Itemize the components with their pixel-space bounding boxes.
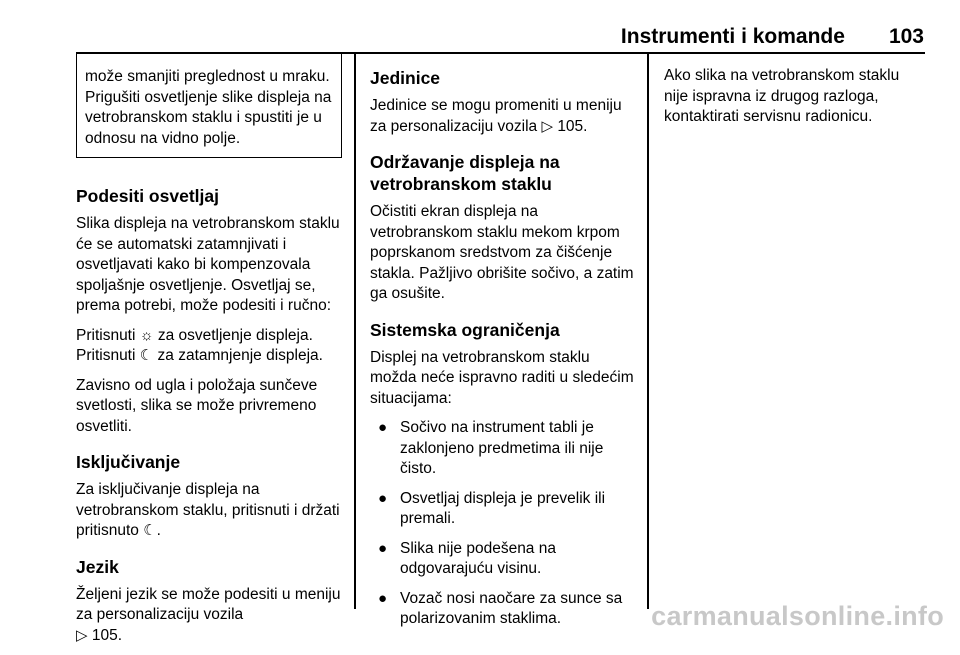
sunlight-paragraph: Zavisno od ugla i položaja sunčeve svetlosti, slika se može privremeno osvetliti. (76, 376, 318, 435)
page-header (76, 25, 924, 49)
bullet-icon: ● (378, 539, 388, 557)
moon-icon: ☾ (139, 347, 154, 364)
section-heading-brightness: Podesiti osvetljaj (76, 186, 219, 206)
note-box (76, 52, 342, 158)
limitations-list (370, 418, 636, 630)
reference-arrow-icon: ▷ (541, 117, 553, 135)
units-paragraph (370, 96, 636, 137)
page-number: 103 (888, 25, 924, 48)
page-reference: 105. (91, 626, 123, 644)
limitations-paragraph: Displej na vetrobranskom staklu možda neće ispravno raditi u sledećim situacijama: (370, 348, 634, 407)
watermark: carmanualsonline.info (651, 601, 944, 631)
units-text: Jedinice se mogu promeniti u meniju za personalizaciju vozila (370, 97, 622, 135)
note-text: može smanjiti preglednost u mraku. Prigušiti osvetljenje slike displeja na vetrobranskom staklu i spustiti je u odnosu na vidno polje. (85, 68, 332, 147)
bullet-icon: ● (378, 419, 388, 436)
brightness-paragraph: Slika displeja na vetrobranskom staklu će se automatski zatamnjivati i osvetljavati kako bi kompenzovala spoljašnje osvetljenje. Osvetljaj se, prema potrebi, može podesiti i ručno: (76, 215, 340, 314)
column-2 (370, 52, 636, 639)
section-heading-maintenance: Održavanje displeja na vetrobranskom staklu (370, 152, 560, 194)
header-title: Instrumenti i komande (620, 25, 845, 48)
column-1 (76, 52, 342, 655)
column-divider-1 (354, 52, 356, 609)
off-paragraph (76, 480, 342, 542)
bullet-icon: ● (378, 489, 388, 507)
list-item: ● Vozač nosi naočare za sunce sa polarizovanim staklima. (378, 589, 623, 627)
press-label: Pritisnuti (76, 326, 136, 344)
language-text: Željeni jezik se može podesiti u meniju za personalizaciju vozila (76, 585, 341, 623)
list-item: ● Slika nije podešena na odgovarajuću visinu. (378, 539, 556, 577)
sun-icon: ☼ (139, 326, 154, 344)
section-heading-units: Jedinice (370, 68, 441, 88)
list-item: ● Sočivo na instrument tabli je zaklonjeno predmetima ili nije čisto. (378, 419, 604, 477)
section-heading-language: Jezik (76, 556, 119, 577)
column-divider-2 (647, 52, 649, 609)
contact-paragraph: Ako slika na vetrobranskom staklu nije ispravna iz drugog razloga, kontaktirati servisnu radionicu. (664, 67, 900, 125)
bullet-icon: ● (378, 589, 388, 607)
maintenance-paragraph: Očistiti ekran displeja na vetrobranskom staklu mekom krpom poprskanom sredstvom za čišćenje stakla. Pažljivo obrišite sočivo, a zatim ga osušite. (370, 203, 634, 302)
column-3 (664, 52, 926, 137)
brightness-controls (76, 326, 342, 367)
section-heading-off: Isključivanje (76, 452, 181, 472)
off-text: Za isključivanje displeja na vetrobranskom staklu, pritisnuti i držati pritisnuto (76, 481, 340, 539)
off-text-end: . (156, 522, 161, 539)
language-paragraph (76, 585, 342, 647)
list-item: ● Osvetljaj displeja je prevelik ili premali. (378, 489, 606, 527)
moon-icon: ☾ (143, 522, 157, 539)
page-reference: 105. (557, 117, 588, 135)
section-heading-limitations: Sistemska ograničenja (370, 319, 560, 340)
dim-text: za zatamnjenje displeja. (157, 347, 323, 364)
brighten-text: za osvetljenje displeja. (157, 326, 313, 344)
reference-arrow-icon: ▷ (76, 626, 88, 644)
press-label-2: Pritisnuti (76, 347, 136, 364)
